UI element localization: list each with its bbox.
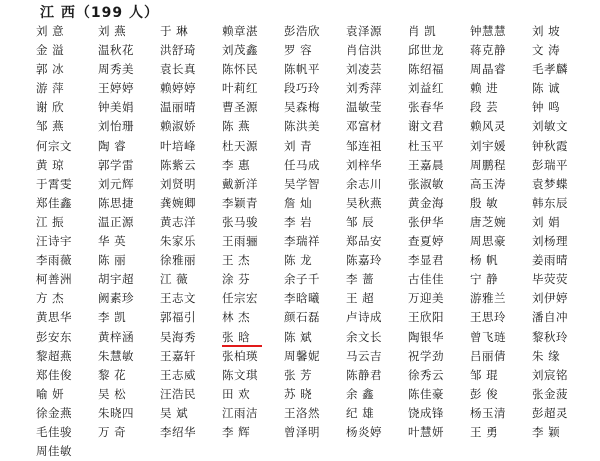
name-cell: 陈 斌: [284, 329, 313, 344]
name-cell: 于 琳: [160, 24, 189, 38]
name-cell: 刘益红: [408, 81, 444, 96]
name-cell: 钟 鸣: [532, 100, 561, 115]
name-cell: 罗 容: [284, 43, 313, 58]
name-cell: 李雨薇: [36, 253, 72, 268]
name-cell: 温敏莹: [346, 100, 382, 115]
name-cell: 陈静君: [346, 367, 382, 382]
name-cell: 陶银华: [408, 329, 444, 344]
name-cell: 余 鑫: [346, 386, 375, 401]
name-cell: 江雨洁: [222, 405, 258, 420]
name-cell: 彭超灵: [532, 405, 568, 420]
name-cell: 田 欢: [222, 386, 251, 401]
name-cell: 邱世龙: [408, 43, 444, 58]
name-cell: 纪 雄: [346, 405, 375, 420]
name-cell: 张淑敏: [408, 176, 444, 191]
name-cell: 郭学雷: [98, 157, 134, 172]
name-cell: 黄梓涵: [98, 329, 134, 344]
name-cell: 李瑞祥: [284, 234, 320, 249]
name-cell: 张马骏: [222, 214, 258, 229]
name-cell: 马云吉: [346, 348, 382, 363]
name-cell: 刘 意: [36, 24, 65, 38]
name-cell: 温丽晴: [160, 100, 196, 115]
name-cell: 王 超: [346, 291, 375, 306]
name-cell: 戴新洋: [222, 176, 258, 191]
name-cell: 朱晓四: [98, 405, 134, 420]
name-cell: 李显君: [408, 253, 444, 268]
name-cell: 陈嘉玲: [346, 253, 382, 268]
name-cell: 黎超燕: [36, 348, 72, 363]
name-cell: 余志川: [346, 176, 382, 191]
name-cell: 涂 芬: [222, 272, 251, 287]
name-cell: 刘元辉: [98, 176, 134, 191]
name-cell: 胡宇超: [98, 272, 134, 287]
name-cell: 龚婉卿: [160, 195, 196, 210]
name-cell: 朱 缘: [532, 348, 561, 363]
name-cell: 李 颖: [532, 424, 561, 439]
name-cell: 余文长: [346, 329, 382, 344]
name-cell: 陈紫云: [160, 157, 196, 172]
name-cell: 万迎美: [408, 291, 444, 306]
name-cell: 邓富材: [346, 119, 382, 134]
name-cell: 曾飞琏: [470, 329, 506, 344]
name-cell: 王 杰: [222, 253, 251, 268]
name-cell: 陈 丽: [98, 253, 127, 268]
name-cell: 钟秋霞: [532, 138, 568, 153]
name-cell: 阙素珍: [98, 291, 134, 306]
name-cell: 陈洪美: [284, 119, 320, 134]
name-grid: [36, 22, 596, 461]
name-cell: 赖 进: [470, 81, 499, 96]
name-cell: 黎 花: [98, 367, 127, 382]
name-cell: 刘凌芸: [346, 62, 382, 77]
name-cell: 王洛然: [284, 405, 320, 420]
name-cell: 刘 娟: [532, 214, 561, 229]
name-cell: 朱慧敏: [98, 348, 134, 363]
name-cell: 谢 欣: [36, 100, 65, 115]
name-cell: 赖淑娇: [160, 119, 196, 134]
name-cell: 颜石磊: [284, 310, 320, 325]
name-cell: 汪浩民: [160, 386, 196, 401]
name-cell: 邹 燕: [36, 119, 65, 134]
name-cell: 周佳敏: [36, 444, 72, 459]
name-cell: 黄志洋: [160, 214, 196, 229]
name-cell: 黄 琼: [36, 157, 65, 172]
name-cell: 周秀美: [98, 62, 134, 77]
name-cell: 段巧玲: [284, 81, 320, 96]
name-cell: 姜雨晴: [532, 253, 568, 268]
name-cell: 刘 坡: [532, 24, 561, 38]
name-cell: 宁 静: [470, 272, 499, 287]
name-cell: 邹 琨: [470, 367, 499, 382]
name-cell: 方 杰: [36, 291, 65, 306]
name-cell: 李绍华: [160, 424, 196, 439]
name-cell: 杨 帆: [470, 253, 499, 268]
name-cell: 吕丽倩: [470, 348, 506, 363]
name-cell: 刘 燕: [98, 24, 127, 38]
name-cell: 李晗曦: [284, 291, 320, 306]
name-cell: 李 辉: [222, 424, 251, 439]
name-cell: 江 薇: [160, 272, 189, 287]
name-cell: 郑佳俊: [36, 367, 72, 382]
name-cell: 卢诗成: [346, 310, 382, 325]
name-cell: 周晶睿: [470, 62, 506, 77]
name-cell: 李 岩: [284, 214, 313, 229]
name-cell: 段 芸: [470, 100, 499, 115]
name-cell: 古佳佳: [408, 272, 444, 287]
name-cell: 张柏瑛: [222, 348, 258, 363]
name-cell: 黄金海: [408, 195, 444, 210]
name-cell: 刘敏文: [532, 119, 568, 134]
name-cell: 吴秋燕: [346, 195, 382, 210]
name-cell: 任宗宏: [222, 291, 258, 306]
name-cell: 詹 灿: [284, 195, 313, 210]
name-cell: 邹 辰: [346, 214, 375, 229]
name-cell: 陶 睿: [98, 138, 127, 153]
name-cell: 陈帆平: [284, 62, 320, 77]
name-cell: 杜天源: [222, 138, 258, 153]
name-cell: 郭福引: [160, 310, 196, 325]
name-cell: 邹连祖: [346, 138, 382, 153]
name-cell: 吴 斌: [160, 405, 189, 420]
name-cell: 周思豪: [470, 234, 506, 249]
name-cell-highlighted: 张 晗: [222, 328, 284, 347]
name-cell: 任马成: [284, 157, 320, 172]
name-cell: 于霄雯: [36, 176, 72, 191]
name-cell: 叶培峰: [160, 138, 196, 153]
name-cell: 刘贤明: [160, 176, 196, 191]
name-cell: 喻 妍: [36, 386, 65, 401]
name-cell: 何宗文: [36, 138, 72, 153]
name-cell: 刘 青: [284, 138, 313, 153]
name-cell: 袁梦蝶: [532, 176, 568, 191]
name-cell: 祝学劲: [408, 348, 444, 363]
name-cell: 袁泽源: [346, 24, 382, 38]
name-cell: 苏 晓: [284, 386, 313, 401]
name-cell: 肖信洪: [346, 43, 382, 58]
name-list-page: [36, 4, 596, 461]
name-cell: 肖 凯: [408, 24, 437, 38]
name-cell: 金 溢: [36, 43, 65, 58]
name-cell: 王志文: [160, 291, 196, 306]
name-cell: 饶成锋: [408, 405, 444, 420]
name-cell: 钟美娟: [98, 100, 134, 115]
name-cell: 王嘉晨: [408, 157, 444, 172]
name-cell: 黎秋玲: [532, 329, 568, 344]
name-cell: 刘宇媛: [470, 138, 506, 153]
name-cell: 张金菠: [532, 386, 568, 401]
name-cell: 陈文琪: [222, 367, 258, 382]
name-cell: 王雨骊: [222, 234, 258, 249]
name-cell: 陈 燕: [222, 119, 251, 134]
name-cell: 李颖青: [222, 195, 258, 210]
name-cell: 叶莉红: [222, 81, 258, 96]
name-cell: 陈怀民: [222, 62, 258, 77]
name-cell: 毕荧荧: [532, 272, 568, 287]
name-cell: 温正源: [98, 214, 134, 229]
name-cell: 彭浩欣: [284, 24, 320, 38]
name-cell: 陈 龙: [284, 253, 313, 268]
name-cell: 吴学智: [284, 176, 320, 191]
name-cell: 赖婷婷: [160, 81, 196, 96]
name-cell: 谢文君: [408, 119, 444, 134]
name-cell: 陈绍福: [408, 62, 444, 77]
name-cell: 周馨妮: [284, 348, 320, 363]
name-cell: 文 涛: [532, 43, 561, 58]
name-cell: 王思玲: [470, 310, 506, 325]
name-cell: 杨炎婷: [346, 424, 382, 439]
name-cell: 黄思华: [36, 310, 72, 325]
name-cell: 吴 松: [98, 386, 127, 401]
name-cell: 彭 俊: [470, 386, 499, 401]
name-cell: 王志威: [160, 367, 196, 382]
name-cell: 汪诗宇: [36, 234, 72, 249]
name-cell: 叶慧妍: [408, 424, 444, 439]
name-cell: 查夏婷: [408, 234, 444, 249]
name-cell: 钟慧慧: [470, 24, 506, 38]
name-cell: 蒋克静: [470, 43, 506, 58]
name-cell: 万 奇: [98, 424, 127, 439]
name-cell: 曾泽明: [284, 424, 320, 439]
name-cell: 杨玉清: [470, 405, 506, 420]
name-cell: 吴海秀: [160, 329, 196, 344]
name-cell: 林 杰: [222, 310, 251, 325]
name-cell: 赖风灵: [470, 119, 506, 134]
name-cell: 陈思捷: [98, 195, 134, 210]
name-cell: 徐秀云: [408, 367, 444, 382]
name-cell: 周鹏程: [470, 157, 506, 172]
name-cell: 王婷婷: [98, 81, 134, 96]
name-cell: 郑品安: [346, 234, 382, 249]
name-cell: 游 萍: [36, 81, 65, 96]
name-cell: 陈佳豪: [408, 386, 444, 401]
section-heading: 江 西（199 人）: [40, 5, 159, 21]
name-cell: 王 勇: [470, 424, 499, 439]
name-cell: 毛孝麟: [532, 62, 568, 77]
name-cell: 高玉涛: [470, 176, 506, 191]
name-cell: 李 蔷: [346, 272, 375, 287]
name-cell: 李 惠: [222, 157, 251, 172]
name-cell: 江 振: [36, 214, 65, 229]
name-cell: 毛佳骏: [36, 424, 72, 439]
name-cell: 温秋花: [98, 43, 134, 58]
name-cell: 徐金燕: [36, 405, 72, 420]
name-cell: 刘怡珊: [98, 119, 134, 134]
name-cell: 袁长真: [160, 62, 196, 77]
name-cell: 游雅兰: [470, 291, 506, 306]
name-cell: 刘杨理: [532, 234, 568, 249]
name-cell: 柯善洲: [36, 272, 72, 287]
name-cell: 彭瑞平: [532, 157, 568, 172]
name-cell: 王欣阳: [408, 310, 444, 325]
name-cell: 洪舒琦: [160, 43, 196, 58]
name-cell: 徐雅丽: [160, 253, 196, 268]
name-cell: 张春华: [408, 100, 444, 115]
name-cell: 刘茂鑫: [222, 43, 258, 58]
name-cell: 唐芝婉: [470, 214, 506, 229]
name-cell: 刘伊婷: [532, 291, 568, 306]
name-cell: 吴森梅: [284, 100, 320, 115]
name-cell: 郑佳鑫: [36, 195, 72, 210]
name-cell: 余子千: [284, 272, 320, 287]
name-cell: 陈 诚: [532, 81, 561, 96]
name-cell: 曹圣源: [222, 100, 258, 115]
name-cell: 刘宸铭: [532, 367, 568, 382]
name-cell: 张 芳: [284, 367, 313, 382]
name-cell: 华 英: [98, 234, 127, 249]
name-cell: 刘梓华: [346, 157, 382, 172]
name-cell: 郭 冰: [36, 62, 65, 77]
name-cell: 潘自冲: [532, 310, 568, 325]
name-cell: 张伊华: [408, 214, 444, 229]
name-cell: 朱家乐: [160, 234, 196, 249]
name-cell: 王嘉轩: [160, 348, 196, 363]
name-cell: 杜玉平: [408, 138, 444, 153]
name-cell: 韩东辰: [532, 195, 568, 210]
name-cell: 李 凯: [98, 310, 127, 325]
name-cell: 刘秀萍: [346, 81, 382, 96]
name-cell: 彭安东: [36, 329, 72, 344]
name-cell: 赖章湛: [222, 24, 258, 38]
name-cell: 殷 敏: [470, 195, 499, 210]
